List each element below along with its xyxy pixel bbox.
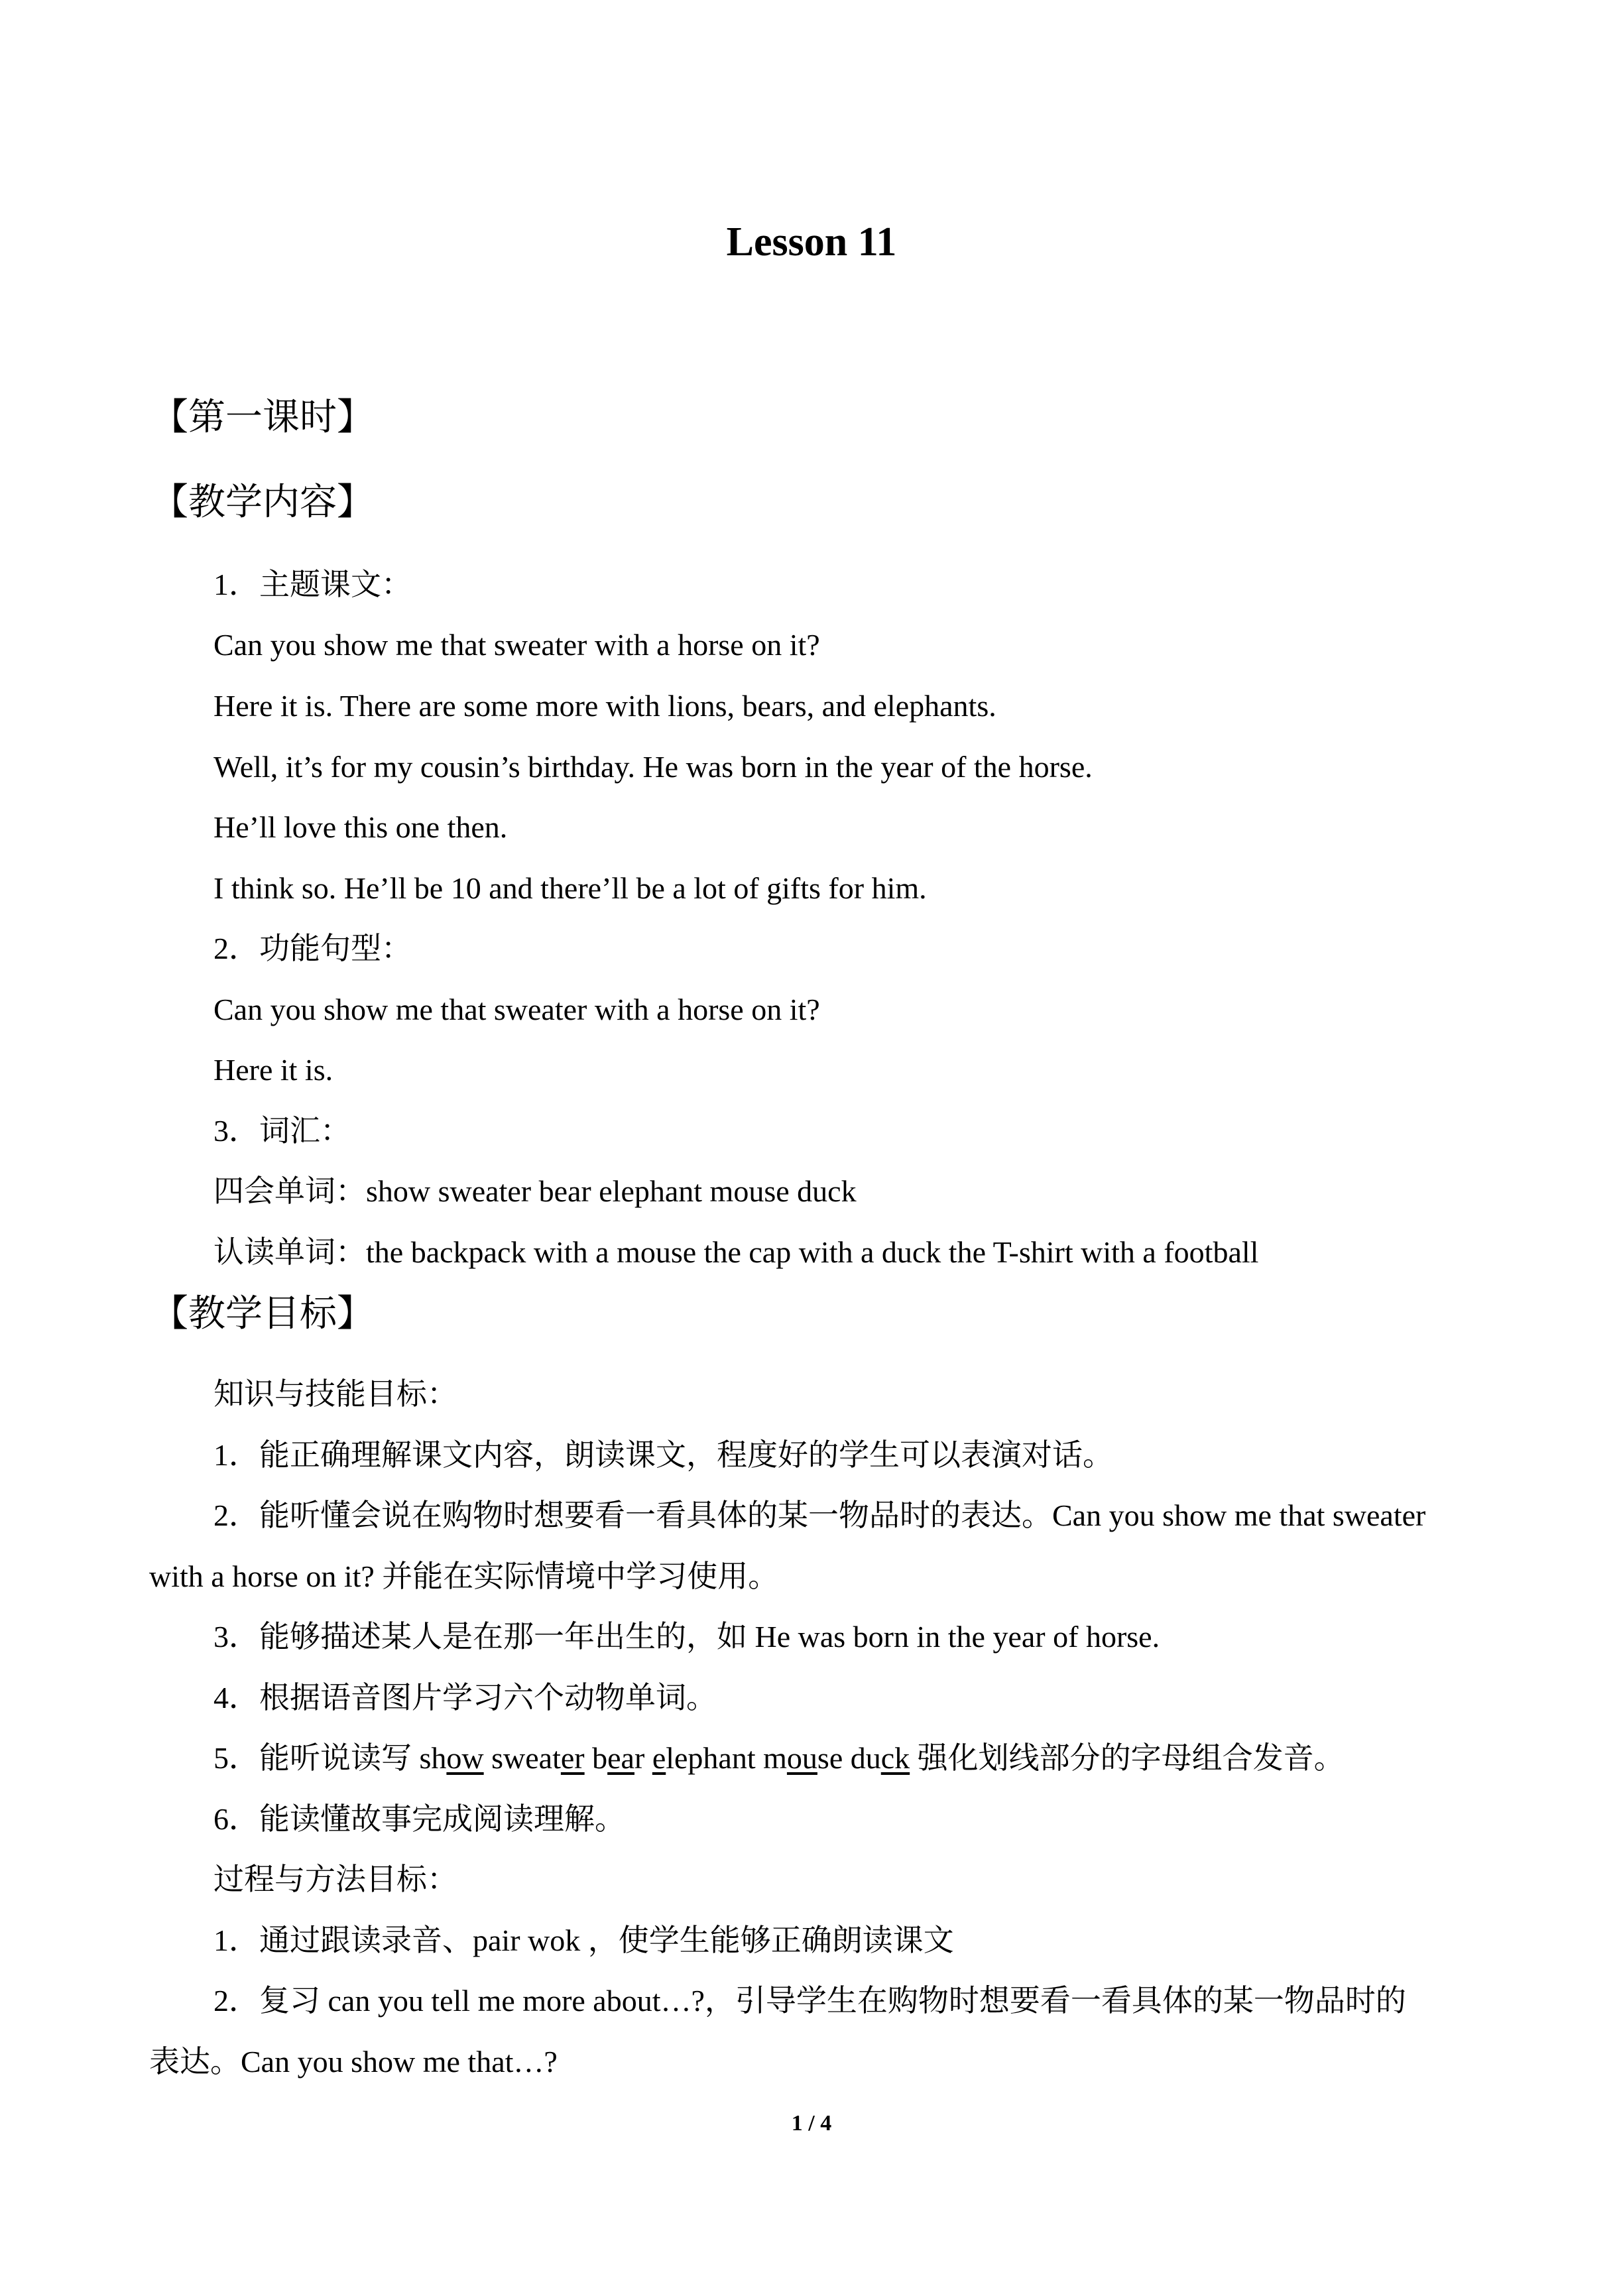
word-mouse: mouse — [763, 1741, 843, 1775]
word-show: show — [419, 1741, 484, 1775]
goal-k5-suffix: 强化划线部分的字母组合发音。 — [910, 1741, 1345, 1775]
process-label: 过程与方法目标： — [213, 1862, 457, 1896]
text-line-5: I think so. He’ll be 10 and there’ll be a lot of gifts for him. — [213, 871, 927, 905]
word-bear: bear — [592, 1741, 645, 1775]
text-line-2: Here it is. There are some more with lions, bears, and elephants. — [213, 689, 996, 723]
goal-k3: 3．能够描述某人是在那一年出生的，如 He was born in the year of horse. — [213, 1620, 1160, 1654]
page-number: 1 / 4 — [791, 2111, 832, 2136]
lesson-title: Lesson 11 — [726, 219, 897, 265]
text-line-1: Can you show me that sweater with a horse on it? — [213, 628, 820, 662]
goal-k1: 1．能正确理解课文内容，朗读课文，程度好的学生可以表演对话。 — [213, 1438, 1113, 1472]
text-line-4: He’ll love this one then. — [213, 810, 508, 844]
goal-k4: 4．根据语音图片学习六个动物单词。 — [213, 1681, 717, 1715]
goal-k2-line-2: with a horse on it? 并能在实际情境中学习使用。 — [149, 1559, 779, 1593]
text-line-3: Well, it’s for my cousin’s birthday. He was born in the year of the horse. — [213, 750, 1093, 784]
goal-p2-line-1: 2．复习 can you tell me more about…?，引导学生在购物时想要看一看具体的某一物品时的 — [213, 1984, 1406, 2018]
goal-p2-line-2: 表达。Can you show me that…? — [149, 2045, 558, 2079]
goal-k6: 6．能读懂故事完成阅读理解。 — [213, 1802, 625, 1836]
word-duck: duck — [850, 1741, 910, 1775]
vocab-label: 3．词汇： — [213, 1114, 351, 1148]
vocab-four-skills: 四会单词：show sweater bear elephant mouse duck — [213, 1174, 857, 1208]
pattern-line-1: Can you show me that sweater with a horse on it? — [213, 993, 820, 1026]
word-sweater: sweater — [491, 1741, 585, 1775]
section-heading-content: 【教学内容】 — [151, 482, 374, 523]
goal-k2-line-1: 2．能听懂会说在购物时想要看一看具体的某一物品时的表达。Can you show me that sweater — [213, 1498, 1426, 1532]
vocab-recognition: 认读单词：the backpack with a mouse the cap with a duck the T-shirt with a football — [213, 1235, 1259, 1269]
word-elephant: elephant — [652, 1741, 756, 1775]
section-heading-period: 【第一课时】 — [151, 397, 374, 438]
goal-k5 — [213, 1735, 1345, 1782]
section-heading-goals: 【教学目标】 — [151, 1294, 374, 1335]
knowledge-label: 知识与技能目标： — [213, 1377, 457, 1411]
goal-p1: 1．通过跟读录音、pair wok ，使学生能够正确朗读课文 — [213, 1923, 954, 1957]
goal-k5-prefix: 5．能听说读写 — [213, 1741, 420, 1775]
text-label: 1．主题课文： — [213, 568, 412, 601]
pattern-line-2: Here it is. — [213, 1053, 333, 1087]
pattern-label: 2．功能句型： — [213, 932, 412, 965]
